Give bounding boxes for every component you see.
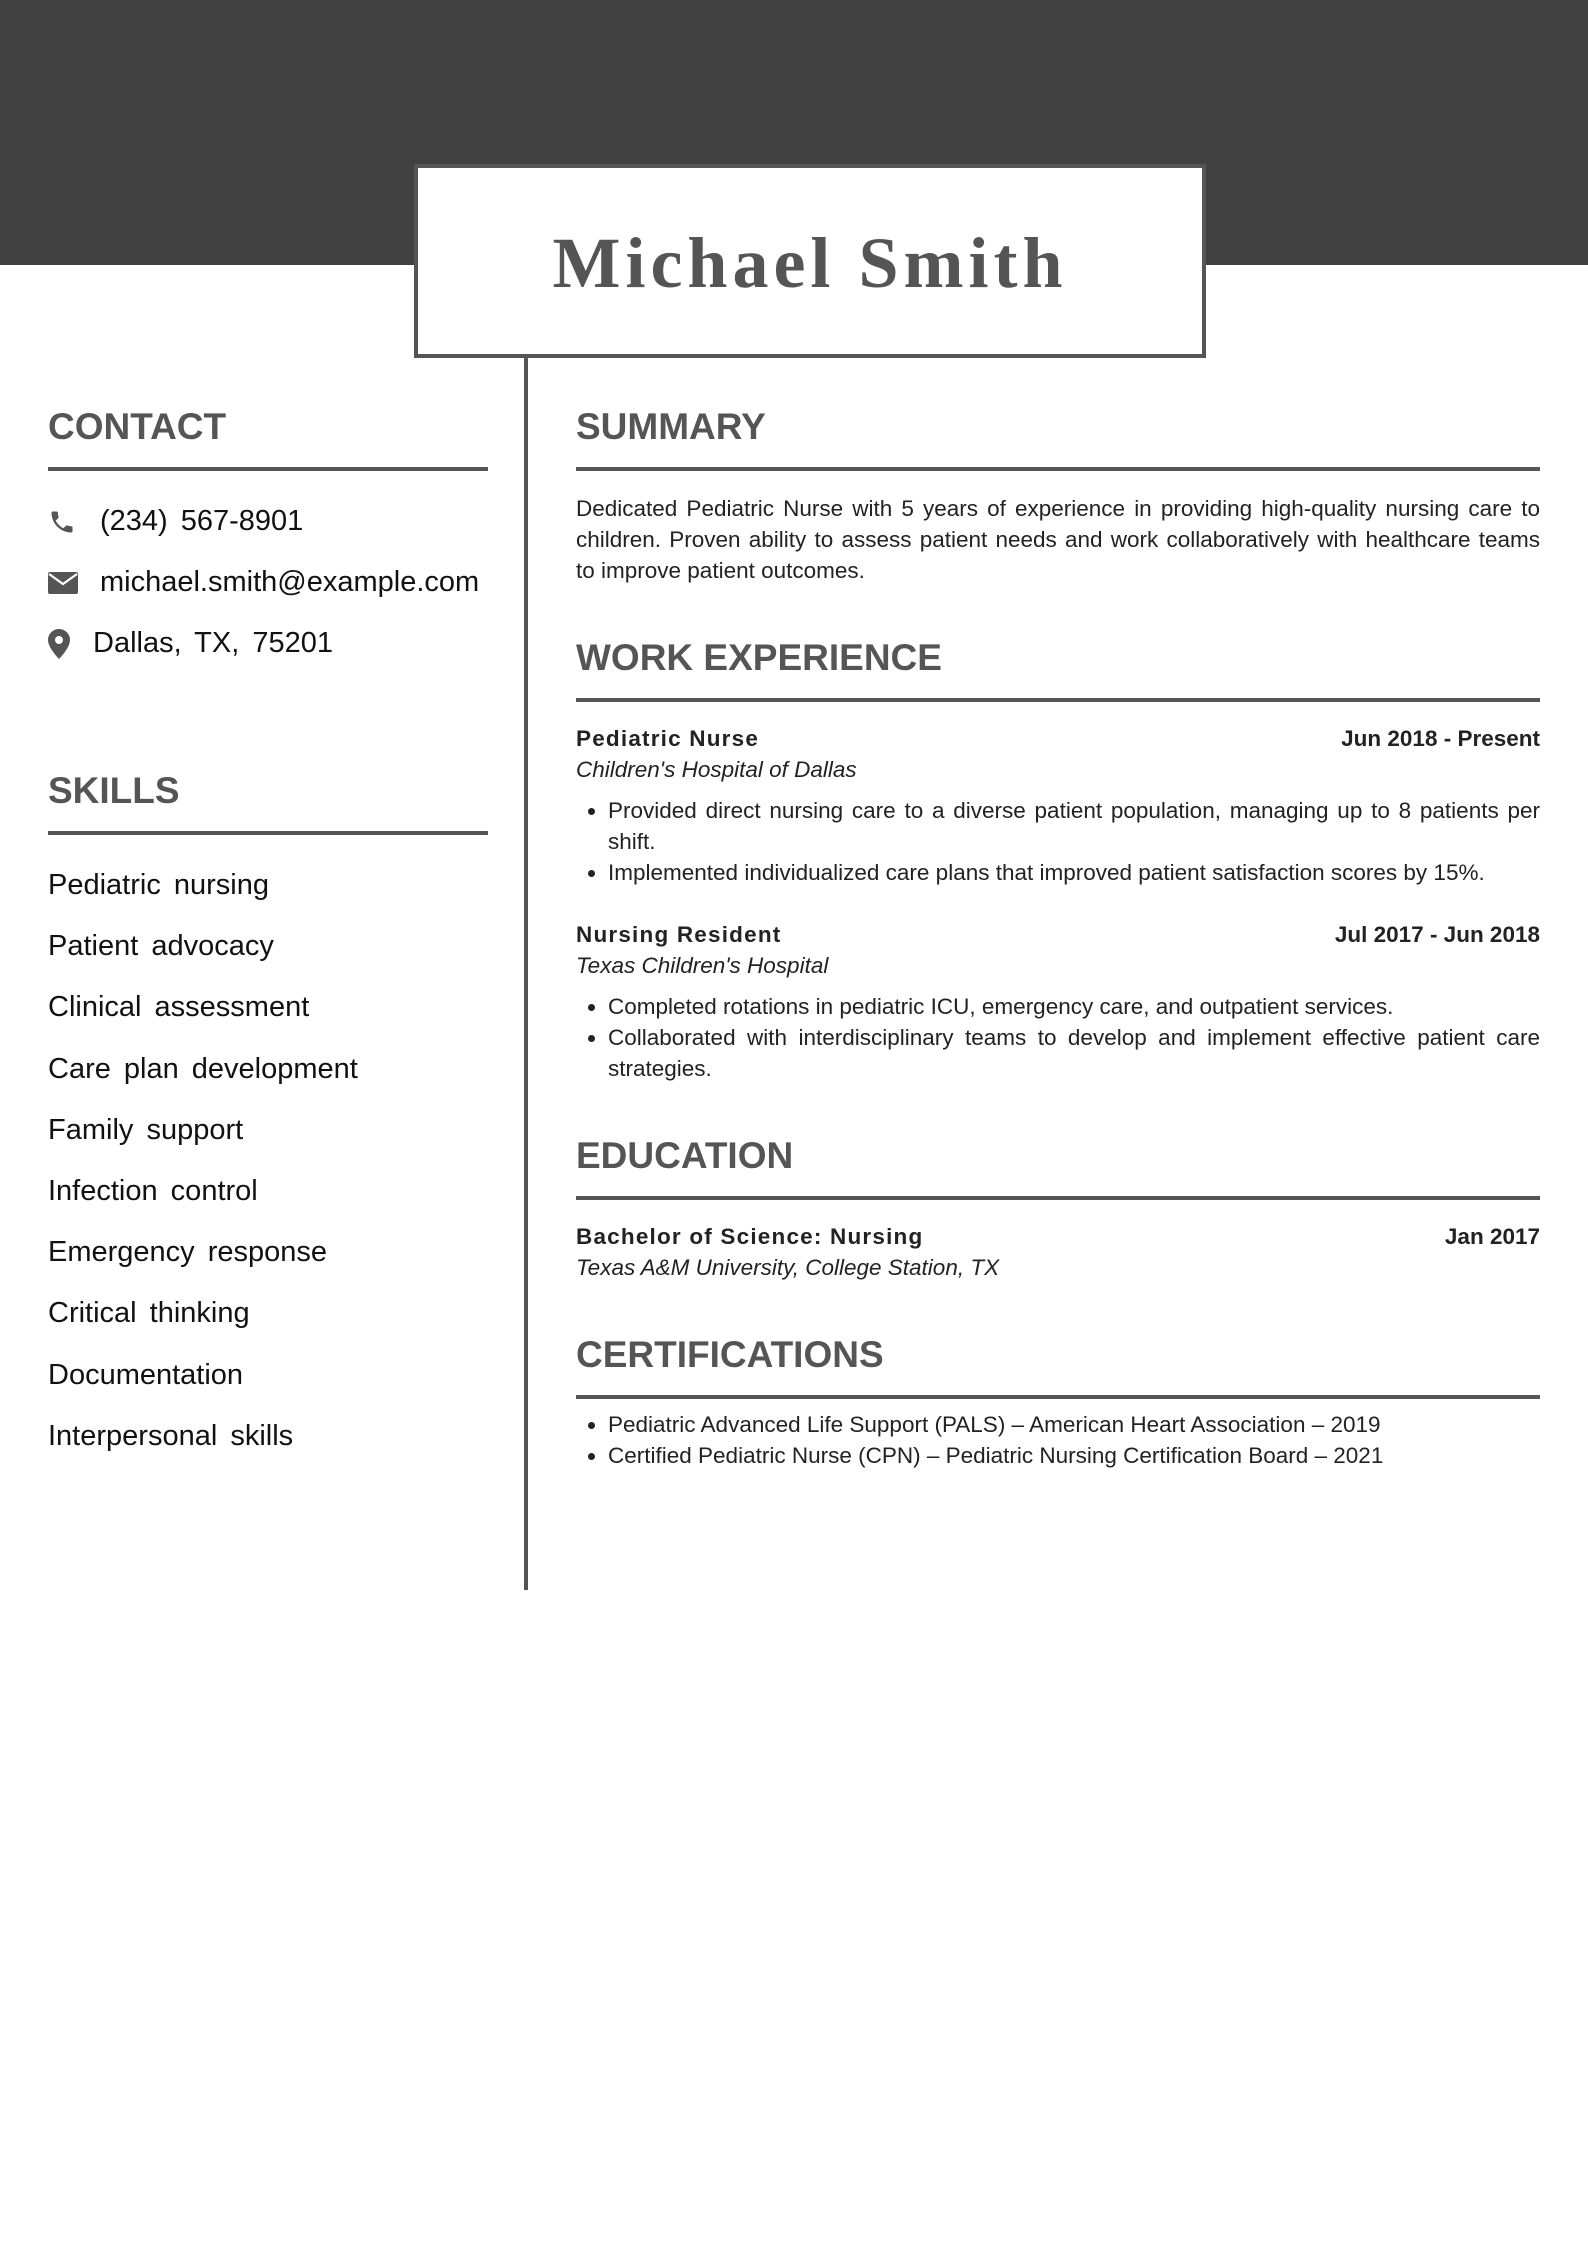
work-experience-heading: WORK EXPERIENCE <box>576 639 1540 702</box>
location-text: Dallas, TX, 75201 <box>93 627 333 659</box>
school: Texas A&M University, College Station, TX <box>576 1255 1000 1280</box>
education-date: Jan 2017 <box>1444 1224 1540 1249</box>
skill-item: Care plan development <box>48 1052 358 1085</box>
job-bullet: • Collaborated with interdisciplinary teams to develop and implement effective patient care strategies. <box>608 1022 1540 1084</box>
right-column <box>576 408 1540 1471</box>
job-header <box>576 920 1540 950</box>
job-bullet: • Completed rotations in pediatric ICU, emergency care, and outpatient services. <box>608 991 1540 1022</box>
summary-heading: SUMMARY <box>576 408 1540 471</box>
contact-section <box>48 408 488 674</box>
skill-item: Patient advocacy <box>48 930 274 963</box>
job-organization: Texas Children's Hospital <box>576 953 829 978</box>
left-column <box>48 408 488 1467</box>
education-entry <box>576 1222 1540 1283</box>
job-dates: Jun 2018 - Present <box>1341 726 1540 751</box>
contact-location <box>48 613 488 674</box>
job-organization: Children's Hospital of Dallas <box>576 757 857 782</box>
education-heading: EDUCATION <box>576 1137 1540 1200</box>
certification-item: • Pediatric Advanced Life Support (PALS) – American Heart Association – 2019 <box>608 1409 1540 1440</box>
skill-item: Infection control <box>48 1174 258 1207</box>
candidate-name: Michael Smith <box>552 222 1068 303</box>
name-box <box>414 164 1206 358</box>
education-section <box>576 1137 1540 1283</box>
degree: Bachelor of Science: Nursing <box>576 1224 924 1249</box>
job-entry <box>576 724 1540 888</box>
job-bullets <box>576 795 1540 888</box>
skill-item: Clinical assessment <box>48 991 310 1024</box>
certification-list <box>576 1409 1540 1471</box>
certification-item: • Certified Pediatric Nurse (CPN) – Pediatric Nursing Certification Board – 2021 <box>608 1440 1540 1471</box>
job-entry <box>576 920 1540 1084</box>
skill-list <box>48 855 488 1467</box>
map-pin-icon <box>48 629 93 659</box>
contact-phone <box>48 491 488 552</box>
skill-item: Critical thinking <box>48 1297 250 1330</box>
job-bullet: • Provided direct nursing care to a diverse patient population, managing up to 8 patients per shift. <box>608 795 1540 857</box>
skill-item: Family support <box>48 1113 244 1146</box>
skills-heading: SKILLS <box>48 772 488 835</box>
skill-item: Emergency response <box>48 1236 328 1269</box>
education-header <box>576 1222 1540 1252</box>
work-experience-section <box>576 639 1540 1084</box>
phone-icon <box>48 508 100 536</box>
certifications-heading: CERTIFICATIONS <box>576 1336 1540 1399</box>
job-header <box>576 724 1540 754</box>
job-title: Nursing Resident <box>576 922 782 947</box>
phone-text: (234) 567-8901 <box>100 505 304 537</box>
job-dates: Jul 2017 - Jun 2018 <box>1334 922 1540 947</box>
certifications-section <box>576 1336 1540 1471</box>
job-title: Pediatric Nurse <box>576 726 760 751</box>
contact-list <box>48 491 488 674</box>
summary-text: Dedicated Pediatric Nurse with 5 years of experience in providing high-quality nursing care to children. Proven ability to assess patient needs and work collaboratively with healthcare teams to improve patient outcomes. <box>576 496 1540 583</box>
skill-item: Documentation <box>48 1358 244 1391</box>
contact-email <box>48 552 488 613</box>
job-bullet: • Implemented individualized care plans that improved patient satisfaction scores by 15%. <box>608 857 1540 888</box>
envelope-icon <box>48 572 100 594</box>
contact-heading: CONTACT <box>48 408 488 471</box>
email-text: michael.smith@example.com <box>100 566 480 598</box>
skills-section <box>48 772 488 1467</box>
skill-item: Interpersonal skills <box>48 1419 294 1452</box>
skill-item: Pediatric nursing <box>48 869 269 901</box>
column-divider <box>524 358 528 1590</box>
job-bullets <box>576 991 1540 1084</box>
summary-section <box>576 408 1540 586</box>
